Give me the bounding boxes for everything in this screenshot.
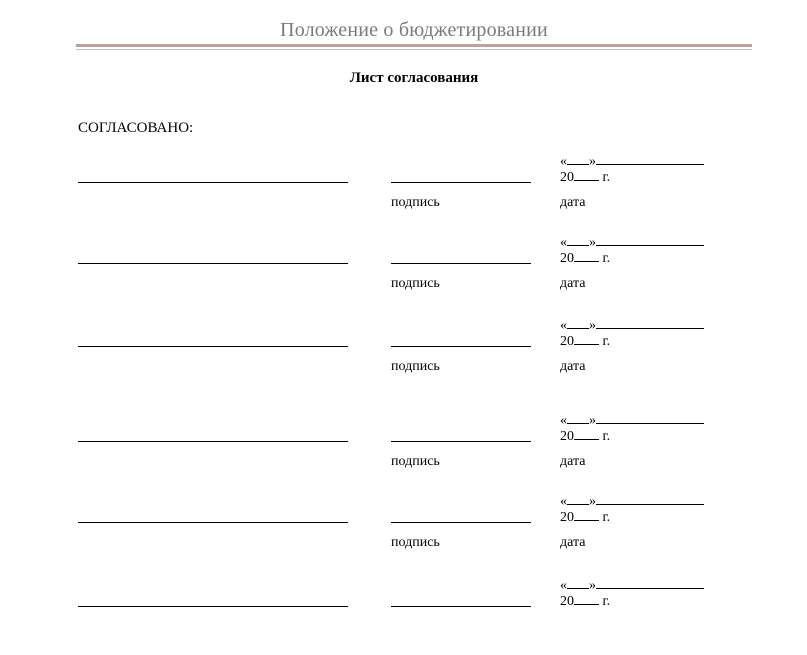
date-caption: дата xyxy=(560,276,586,291)
approval-row xyxy=(0,151,807,231)
date-caption: дата xyxy=(560,535,586,550)
date-year: 20 г. xyxy=(560,426,610,445)
approval-row xyxy=(0,315,807,395)
date-year: 20 г. xyxy=(560,507,610,526)
signature-line xyxy=(391,522,531,523)
signature-line xyxy=(391,606,531,607)
signature-caption: подпись xyxy=(391,276,440,291)
name-line xyxy=(78,346,348,347)
agreed-label: СОГЛАСОВАНО: xyxy=(78,120,194,136)
sheet-title: Лист согласования xyxy=(349,70,479,86)
name-line xyxy=(78,182,348,183)
date-year: 20 г. xyxy=(560,248,610,267)
date-year: 20 г. xyxy=(560,591,610,610)
date-year: 20 г. xyxy=(560,331,610,350)
signature-caption: подпись xyxy=(391,195,440,210)
approval-row xyxy=(0,410,807,490)
name-line xyxy=(78,606,348,607)
signature-line xyxy=(391,182,531,183)
signature-line xyxy=(391,346,531,347)
date-day-month: « » xyxy=(560,410,704,429)
date-caption: дата xyxy=(560,195,586,210)
signature-line xyxy=(391,441,531,442)
approval-row xyxy=(0,575,807,655)
date-caption: дата xyxy=(560,454,586,469)
date-day-month: « » xyxy=(560,575,704,594)
signature-caption: подпись xyxy=(391,359,440,374)
name-line xyxy=(78,263,348,264)
date-day-month: « » xyxy=(560,232,704,251)
approval-row xyxy=(0,491,807,571)
name-line xyxy=(78,441,348,442)
header-rule-thin xyxy=(76,49,752,50)
date-year: 20 г. xyxy=(560,167,610,186)
header-title: Положение о бюджетировании xyxy=(280,19,548,41)
date-caption: дата xyxy=(560,359,586,374)
approval-row xyxy=(0,232,807,312)
signature-line xyxy=(391,263,531,264)
signature-caption: подпись xyxy=(391,535,440,550)
date-day-month: « » xyxy=(560,315,704,334)
signature-caption: подпись xyxy=(391,454,440,469)
date-day-month: « » xyxy=(560,491,704,510)
header-rule-thick xyxy=(76,44,752,47)
date-day-month: « » xyxy=(560,151,704,170)
name-line xyxy=(78,522,348,523)
